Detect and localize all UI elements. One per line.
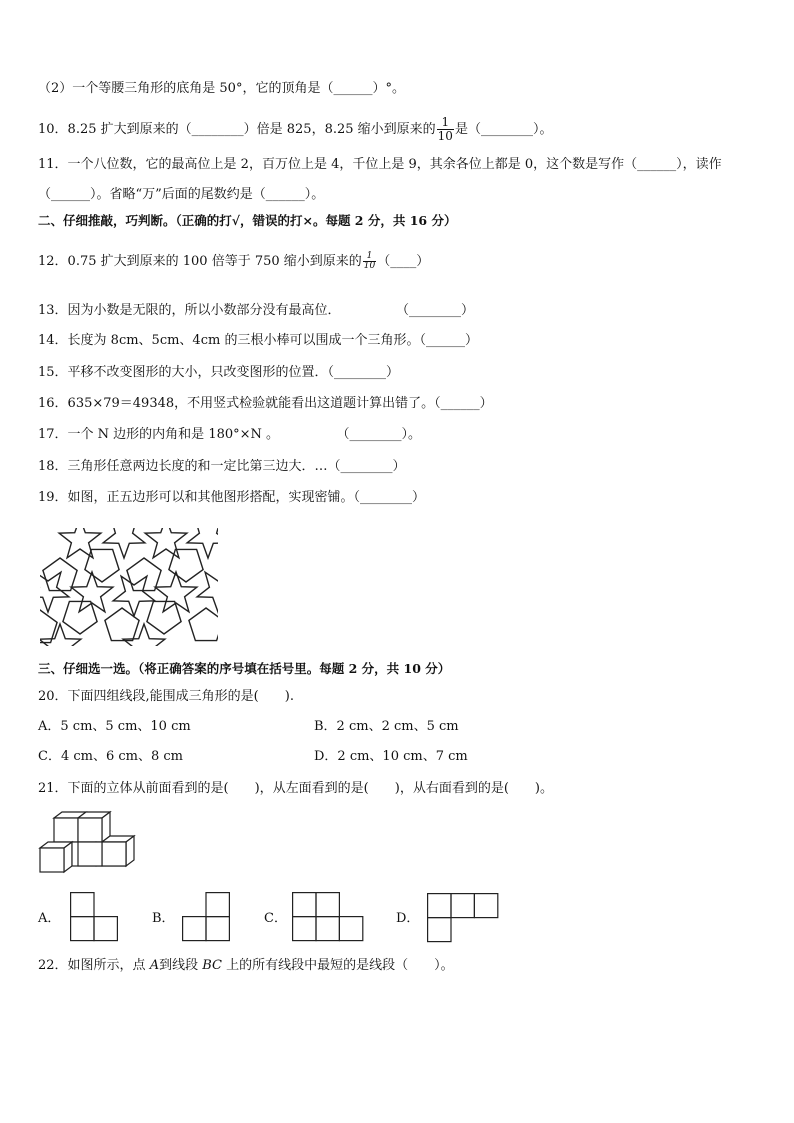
question-15: 15．平移不改变图形的大小，只改变图形的位置．（________） [38,365,400,380]
q22-text-part2: 到线段 [159,958,203,973]
question-11-line1: 11．一个八位数，它的最高位上是 2，百万位上是 4，千位上是 9，其余各位上都是 0，这个数是写作（______），读作 [38,157,722,172]
q21-option-b-label: B． [152,911,175,926]
q12-fraction-numerator: 1 [363,252,376,262]
q12-fraction [363,252,376,271]
q21-option-c-label: C． [264,911,287,926]
q13-text: 13．因为小数是无限的，所以小数部分没有最高位． [38,303,341,318]
tessellation-pentagon [23,610,57,643]
q10-fraction-denominator: 10 [437,129,453,143]
question-9-2: （2）一个等腰三角形的底角是 50°，它的顶角是（______）°。 [38,81,405,96]
q12-text-part1: 12．0.75 扩大到原来的 100 倍等于 750 缩小到原来的 [38,254,362,269]
question-22 [38,957,454,975]
q22-text-part1: 22．如图所示，点 [38,958,150,973]
question-10 [38,116,552,143]
tessellation-star [59,518,101,558]
tessellation-star [103,518,145,558]
q21-option-c-view [292,892,364,942]
section-2-title: 二、仔细推敲，巧判断。（正确的打√，错误的打×。每题 2 分，共 16 分） [38,213,457,228]
q21-option-b-view [182,892,230,942]
q21-option-d-view [427,893,499,943]
q22-point-label: A [149,958,160,973]
tessellation-star [145,518,187,558]
question-19: 19．如图，正五边形可以和其他图形搭配，实现密铺。（________） [38,490,426,505]
q10-text-part1: 10．8.25 扩大到原来的（________）倍是 825，8.25 缩小到原来的 [38,122,436,137]
q20-option-c: C．4 cm、6 cm、8 cm [38,749,183,764]
question-13 [38,302,474,320]
question-20-stem: 20．下面四组线段,能围成三角形的是( ). [38,689,294,704]
q10-fraction-numerator: 1 [437,116,454,130]
q21-option-d-label: D． [396,911,420,926]
question-21-stem: 21．下面的立体从前面看到的是( )，从左面看到的是( )，从右面看到的是( )。 [38,781,553,796]
tessellation-star [27,572,69,612]
q21-option-a-view [70,892,118,942]
question-17 [38,426,421,444]
q20-option-a: A．5 cm、5 cm、10 cm [38,719,191,734]
question-18: 18．三角形任意两边长度的和一定比第三边大．…（________） [38,459,406,474]
tessellation-star [197,572,239,612]
q12-text-part2: （____） [377,254,430,269]
q22-text-part3: 上的所有线段中最短的是线段（ ）。 [221,958,454,973]
tessellation-pentagon [105,608,139,641]
q12-fraction-denominator: 10 [363,261,376,271]
question-11-line2: （______）。省略“万”后面的尾数约是（______）。 [38,187,325,202]
q10-text-part2: 是（________）。 [454,122,553,137]
q17-blank: （________）。 [343,427,422,442]
q20-option-b: B．2 cm、2 cm、5 cm [314,719,459,734]
section-3-title: 三、仔细选一选。（将正确答案的序号填在括号里。每题 2 分，共 10 分） [38,661,451,676]
question-14: 14．长度为 8cm、5cm、4cm 的三根小棒可以围成一个三角形。（______） [38,333,478,348]
question-12 [38,252,429,271]
q21-option-a-label: A． [38,911,61,926]
q13-blank: （________） [402,303,475,318]
question-16: 16．635×79＝49348，不用竖式检验就能看出这道题计算出错了。（______） [38,396,493,411]
q10-fraction [437,116,454,143]
stacked-cubes-figure [40,812,132,878]
q17-text: 17．一个 N 边形的内角和是 180°×N 。 [38,427,280,442]
pentagon-tessellation-figure [40,528,218,646]
q22-segment-label: BC [202,958,222,973]
tessellation-star [187,518,229,558]
q20-option-d: D．2 cm、10 cm、7 cm [314,749,468,764]
